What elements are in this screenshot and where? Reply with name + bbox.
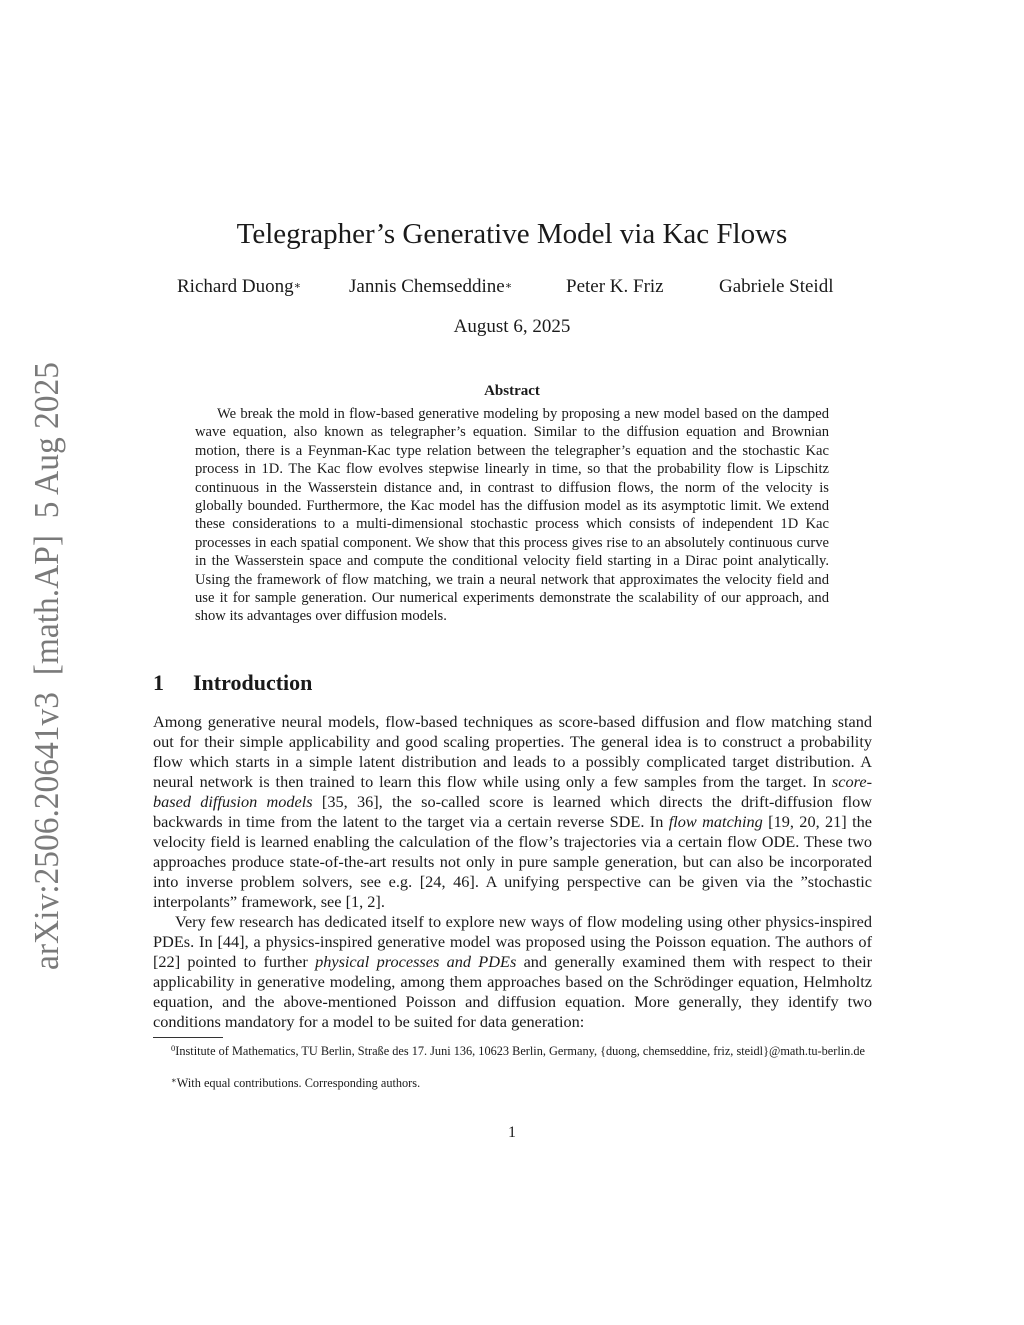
intro-paragraph-1: [153, 712, 872, 912]
section-heading: [153, 670, 312, 696]
author-name: Peter K. Friz: [566, 276, 664, 297]
emphasis-term: score-based diffusion models: [153, 772, 872, 811]
section-title: Introduction: [193, 670, 313, 695]
text-run: Among generative neural models, flow-based techniques as score-based diffusion and flow matching stand out for their simple applicability and good scaling properties. The general idea is to construct a probability flow which starts in a simple latent distribution and leads to a possibly complicated target distribution. A neural network is then trained to learn this flow while using only a few samples from the target. In: [153, 712, 872, 791]
arxiv-identifier-text: arXiv:2506.20641v3 [math.AP] 5 Aug 2025: [27, 334, 66, 970]
author-2: [349, 276, 512, 298]
author-mark: ∗: [504, 280, 513, 292]
author-name: Richard Duong: [177, 276, 294, 297]
author-list: [177, 276, 857, 300]
text-run: and generally examined them with respect to their applicability in generative modeling, among them approaches based on the Schrödinger equation, Helmholtz equation, and the above-mentioned Poisson and diffusion equation. More generally, they identify two conditions mandatory for a model to be suited for data generation:: [153, 952, 873, 1031]
emphasis-term: flow matching: [668, 812, 763, 831]
text-run: [35, 36], the so-called score is learned which directs the drift-diffusion flow backwards in time from the latent to the target via a certain reverse SDE. In: [153, 792, 873, 831]
author-3: [566, 276, 664, 298]
footnote-mark: ∗: [171, 1075, 177, 1085]
author-name: Jannis Chemseddine: [349, 276, 505, 297]
abstract-text: We break the mold in flow-based generative modeling by proposing a new model based on the damped wave equation, also known as telegrapher’s equation. Similar to the diffusion equation and Brownian motion, there is a Feynman-Kac type relation between the telegrapher’s equation and the stochastic Kac process in 1D. The Kac flow evolves stepwise linearly in time, so that the probability flow is Lipschitz continuous in the Wasserstein distance and, in contrast to diffusion flows, the norm of the velocity is globally bounded. Furthermore, the Kac model has the diffusion model as its asymptotic limit. We extend these considerations to a multi-dimensional stochastic process which consists of independent 1D Kac processes in each spatial component. We show that this process gives rise to an absolutely continuous curve in the Wasserstein space and compute the conditional velocity field starting in a Dirac point analytically. Using the framework of flow matching, we train a neural network that approximates the velocity field and use it for sample generation. Our numerical experiments demonstrate the scalability of our approach, and show its advantages over diffusion models.: [195, 406, 829, 625]
footnote-text: Institute of Mathematics, TU Berlin, Straße des 17. Juni 136, 10623 Berlin, Germany, {duong, chemseddine, friz, steidl}@math.tu-berlin.de: [175, 1044, 866, 1058]
author-4: [719, 276, 834, 298]
section-number: 1: [153, 670, 164, 695]
emphasis-term: physical processes and PDEs: [315, 952, 517, 971]
footnote-affiliation: [153, 1043, 872, 1060]
author-1: [177, 276, 301, 298]
arxiv-identifier-stamp: [14, 334, 74, 970]
footnote-rule: [153, 1037, 223, 1038]
footnote-contribution: [153, 1075, 872, 1092]
publication-date: August 6, 2025: [453, 316, 571, 337]
page-number: 1: [508, 1124, 516, 1141]
footnote-mark: 0: [171, 1043, 176, 1053]
author-name: Gabriele Steidl: [719, 276, 834, 297]
text-run: Very few research has dedicated itself to explore new ways of flow modeling using other physics-inspired PDEs. In [44], a physics-inspired generative model was proposed using the Poisson equation. The authors of [22] pointed to further: [153, 912, 872, 971]
text-run: [19, 20, 21] the velocity field is learned enabling the calculation of the flow’s trajectories via a certain flow ODE. These two approaches produce state-of-the-art results not only in pure sample generation, but can also be incorporated into inverse problem solvers, see e.g. [24, 46]. A unifying perspective can be given via the ”stochastic interpolants” framework, see [1, 2].: [153, 812, 873, 911]
author-mark: ∗: [293, 280, 302, 292]
footnote-text: With equal contributions. Corresponding authors.: [176, 1076, 421, 1090]
intro-paragraph-2: [153, 912, 872, 1032]
abstract-heading: Abstract: [484, 383, 540, 399]
paper-title: Telegrapher’s Generative Model via Kac Flows: [236, 218, 788, 250]
